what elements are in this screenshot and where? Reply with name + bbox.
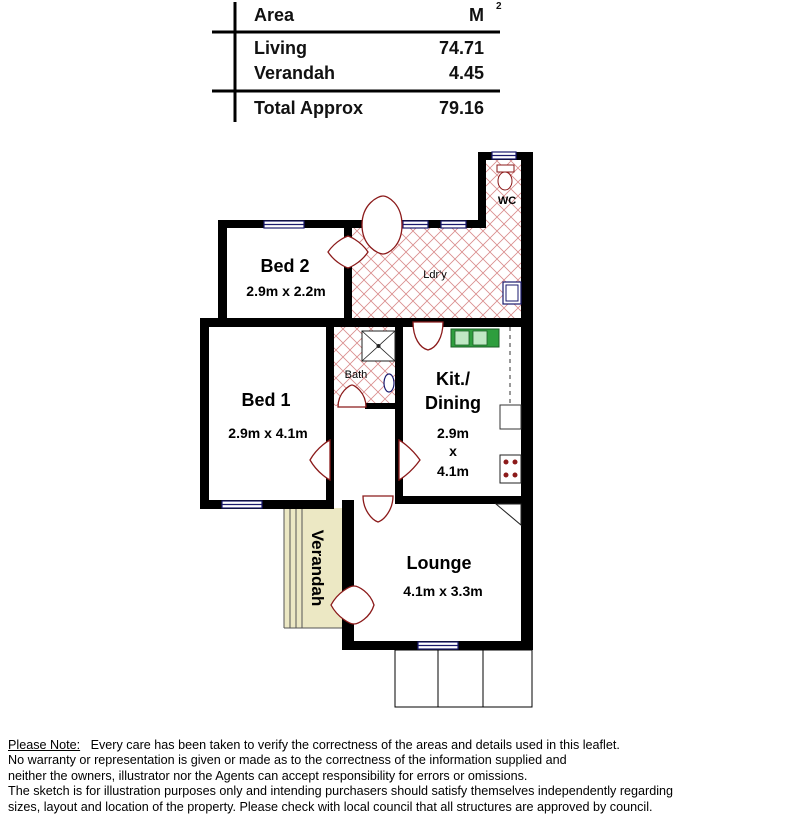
kitchen-sink-icon (451, 329, 499, 347)
room-size-lounge: 4.1m x 3.3m (403, 583, 483, 599)
table-header-unit-superscript: 2 (496, 1, 502, 12)
room-label-bath: Bath (344, 369, 368, 381)
window-lounge (418, 642, 458, 649)
room-size-kitchen-line2: x (449, 443, 457, 459)
disclaimer-lead: Please Note: (8, 738, 81, 752)
lounge-bay-window (395, 650, 532, 707)
window-laundry-left (403, 221, 428, 228)
room-size-kitchen-line1: 2.9m (437, 425, 469, 441)
room-label-kitchen-line1: Kit./ (436, 369, 470, 389)
area-table (212, 1, 502, 122)
table-header-unit: M (469, 5, 484, 25)
corner-cupboard (496, 504, 521, 525)
room-label-lounge: Lounge (406, 553, 472, 573)
room-size-bed1: 2.9m x 4.1m (228, 425, 308, 441)
disclaimer-line: The sketch is for illustration purposes only and intending purchasers should satisfy themselves independently regarding (8, 784, 674, 799)
door-laundry-external (362, 196, 402, 254)
cooktop-icon (500, 455, 521, 483)
table-row-value: 74.71 (438, 38, 484, 58)
room-size-kitchen-line3: 4.1m (437, 463, 469, 479)
door-bed1 (310, 440, 330, 480)
laundry-tub-icon (503, 282, 521, 304)
door-laundry-kitchen (413, 322, 443, 350)
disclaimer-line (8, 738, 798, 753)
table-row-value: 4.45 (448, 63, 484, 83)
table-total-value: 79.16 (438, 98, 484, 118)
table-row-label: Verandah (254, 63, 336, 83)
table-total-label: Total Approx (254, 98, 363, 118)
room-label-verandah: Verandah (308, 529, 327, 607)
kitchen-bench (500, 327, 521, 429)
door-kitchen (399, 440, 420, 480)
window-bed1 (222, 501, 262, 508)
basin-icon (384, 374, 394, 392)
door-lounge (363, 496, 393, 522)
room-label-bed2: Bed 2 (260, 256, 310, 276)
disclaimer-note (8, 738, 798, 815)
room-size-bed2: 2.9m x 2.2m (246, 283, 326, 299)
disclaimer-line: sizes, layout and location of the property. Please check with local council that all structures are approved by council. (8, 799, 653, 814)
shower-icon (362, 331, 395, 361)
table-header-area: Area (254, 5, 295, 25)
window-wc (492, 152, 516, 159)
window-bed2 (264, 221, 304, 228)
disclaimer-line: No warranty or representation is given or made as to the correctness of the information supplied and (8, 753, 567, 768)
window-laundry-right (441, 221, 466, 228)
table-row-label: Living (254, 38, 307, 58)
room-label-bed1: Bed 1 (241, 390, 291, 410)
disclaimer-text: Every care has been taken to verify the correctness of the areas and details used in this leaflet. (90, 738, 620, 752)
room-label-wc: WC (497, 195, 517, 207)
room-label-kitchen-line2: Dining (425, 393, 481, 413)
room-label-laundry: Ldr'y (423, 269, 447, 281)
disclaimer-line: neither the owners, illustrator nor the Agents can accept responsibility for errors or omissions. (8, 768, 528, 783)
